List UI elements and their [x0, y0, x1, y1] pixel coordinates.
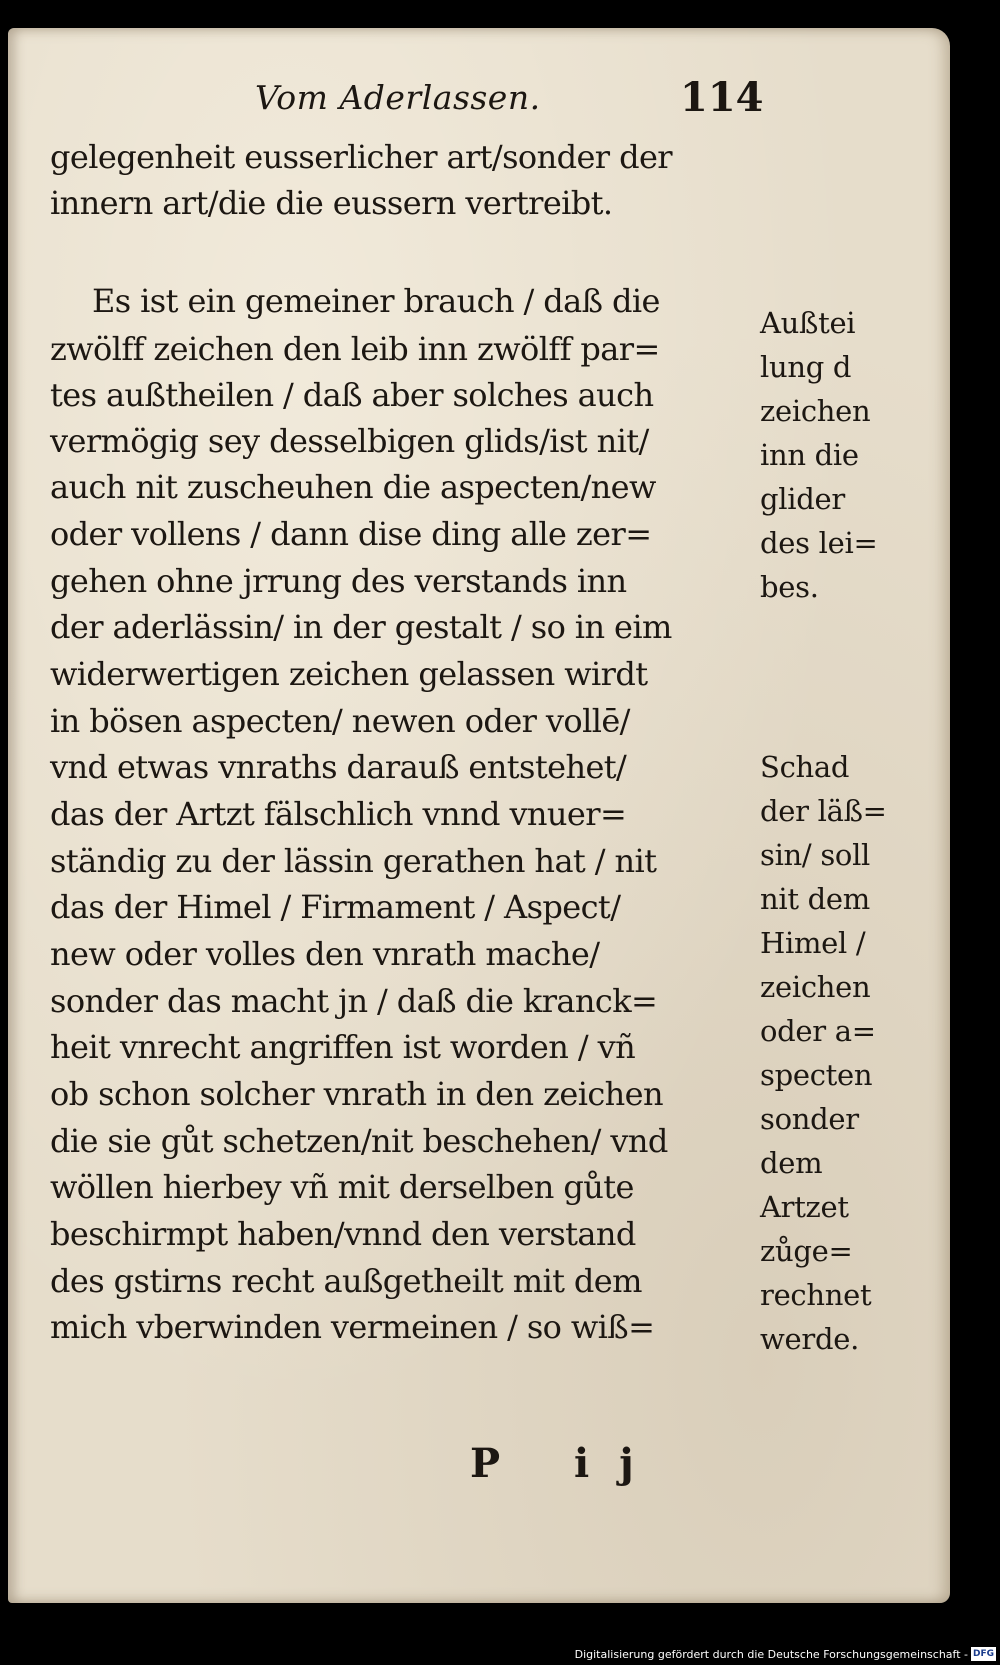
body-line: vnd etwas vnraths darauß entstehet/ — [50, 748, 627, 786]
margin-note-line: dem — [760, 1146, 823, 1180]
margin-note-line: zůge= — [760, 1234, 853, 1268]
margin-note-line: inn die — [760, 438, 859, 472]
body-line: heit vnrecht angriffen ist worden / vñ — [50, 1028, 636, 1066]
body-line: in bösen aspecten/ newen oder vollē/ — [50, 702, 630, 740]
margin-note-line: nit dem — [760, 882, 870, 916]
margin-note-line: zeichen — [760, 970, 871, 1004]
body-line: der aderlässin/ in der gestalt / so in eim — [50, 608, 672, 646]
margin-note-line: werde. — [760, 1322, 859, 1356]
body-line: beschirmpt haben/vnnd den verstand — [50, 1215, 636, 1253]
body-line: ob schon solcher vnrath in den zeichen — [50, 1075, 664, 1113]
page-number: 114 — [680, 74, 764, 121]
body-line: zwölff zeichen den leib inn zwölff par= — [50, 330, 660, 368]
body-line: tes außtheilen / daß aber solches auch — [50, 376, 654, 414]
running-header: Vom Aderlassen. — [255, 78, 541, 117]
body-line: gelegenheit eusserlicher art/sonder der — [50, 138, 672, 176]
body-line: Es ist ein gemeiner brauch / daß die — [92, 282, 660, 320]
body-line: new oder volles den vnrath mache/ — [50, 935, 600, 973]
body-line: ständig zu der lässin gerathen hat / nit — [50, 842, 657, 880]
margin-note-line: Außtei — [760, 306, 856, 340]
body-line: mich vberwinden vermeinen / so wiß= — [50, 1308, 655, 1346]
body-line: oder vollens / dann dise ding alle zer= — [50, 515, 652, 553]
margin-note-line: oder a= — [760, 1014, 876, 1048]
margin-note-line: Himel / — [760, 926, 866, 960]
margin-note-line: bes. — [760, 570, 819, 604]
body-line: vermögig sey desselbigen glids/ist nit/ — [50, 422, 649, 460]
digitization-credit: Digitalisierung gefördert durch die Deutsche Forschungsgemeinschaft - — [574, 1648, 968, 1661]
margin-note-line: zeichen — [760, 394, 871, 428]
body-line: des gstirns recht außgetheilt mit dem — [50, 1262, 642, 1300]
margin-note-line: Artzet — [760, 1190, 849, 1224]
body-line: das der Himel / Firmament / Aspect/ — [50, 888, 621, 926]
dfg-logo-icon: DFG — [972, 1649, 994, 1659]
margin-note-line: sin/ soll — [760, 838, 871, 872]
margin-note-line: rechnet — [760, 1278, 872, 1312]
body-line: auch nit zuscheuhen die aspecten/new — [50, 468, 656, 506]
body-line: gehen ohne jrrung des verstands inn — [50, 562, 627, 600]
body-line: innern art/die die eussern vertreibt. — [50, 184, 613, 222]
margin-note-line: der läß= — [760, 794, 887, 828]
margin-note-line: lung d — [760, 350, 852, 384]
body-line: wöllen hierbey vñ mit derselben gůte — [50, 1168, 634, 1206]
body-line: die sie gůt schetzen/nit beschehen/ vnd — [50, 1122, 668, 1160]
margin-note-line: sonder — [760, 1102, 859, 1136]
body-line: das der Artzt fälschlich vnnd vnuer= — [50, 795, 627, 833]
body-line: widerwertigen zeichen gelassen wirdt — [50, 655, 648, 693]
signature-mark: P ij — [470, 1440, 664, 1487]
margin-note-line: specten — [760, 1058, 873, 1092]
margin-note-line: Schad — [760, 750, 850, 784]
body-line: sonder das macht jn / daß die kranck= — [50, 982, 658, 1020]
margin-note-line: glider — [760, 482, 845, 516]
margin-note-line: des lei= — [760, 526, 878, 560]
